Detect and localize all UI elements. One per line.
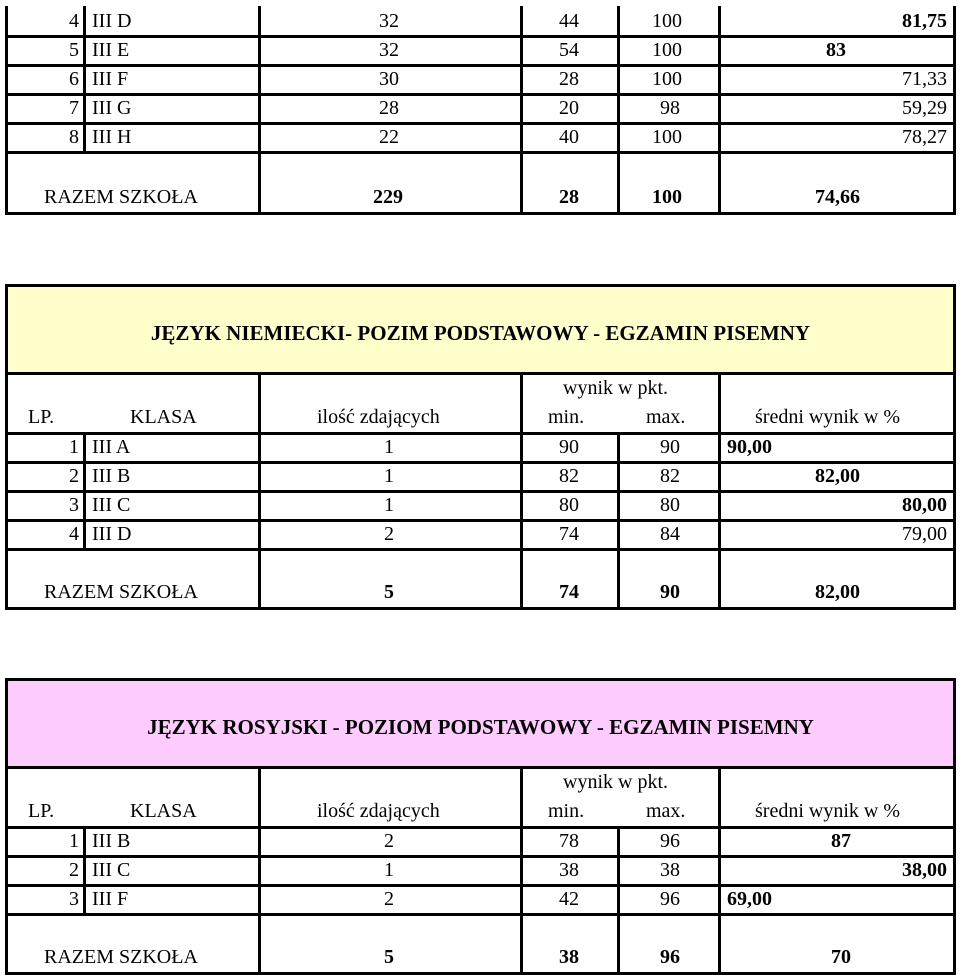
- ilosc-cell: 22: [379, 126, 399, 148]
- klasa-cell: III B: [92, 830, 131, 852]
- sredni-cell: 38,00: [902, 859, 947, 881]
- min-cell: 90: [559, 436, 579, 458]
- table-row: [5, 855, 956, 887]
- table-row: [5, 35, 956, 67]
- max-cell: 100: [652, 39, 682, 61]
- total-min: 74: [559, 581, 579, 603]
- sredni-cell: 90,00: [727, 436, 772, 458]
- klasa-cell: III F: [92, 68, 129, 90]
- max-cell: 98: [660, 97, 680, 119]
- total-min: 28: [559, 186, 579, 208]
- max-cell: 80: [660, 494, 680, 516]
- lp-cell: 6: [69, 68, 79, 90]
- max-cell: 96: [660, 888, 680, 910]
- ilosc-cell: 1: [384, 465, 394, 487]
- total-max: 90: [660, 581, 680, 603]
- table-title-russian: [5, 678, 956, 769]
- sredni-cell: 83: [826, 39, 846, 61]
- sredni-cell: 87: [831, 830, 851, 852]
- min-cell: 28: [559, 68, 579, 90]
- table-row: [5, 432, 956, 464]
- header-max: max.: [646, 800, 686, 822]
- header-lp: LP.: [28, 800, 55, 822]
- total-max: 96: [660, 946, 680, 968]
- lp-cell: 4: [69, 10, 79, 32]
- table-row: [5, 64, 956, 96]
- max-cell: 82: [660, 465, 680, 487]
- header-lp: LP.: [28, 406, 55, 428]
- min-cell: 78: [559, 830, 579, 852]
- klasa-cell: III B: [92, 465, 131, 487]
- min-cell: 54: [559, 39, 579, 61]
- ilosc-cell: 32: [379, 10, 399, 32]
- header-klasa: KLASA: [130, 800, 197, 822]
- lp-cell: 2: [69, 465, 79, 487]
- min-cell: 80: [559, 494, 579, 516]
- lp-cell: 1: [69, 830, 79, 852]
- sredni-cell: 69,00: [727, 888, 772, 910]
- total-label: RAZEM SZKOŁA: [44, 946, 198, 968]
- klasa-cell: III H: [92, 126, 132, 148]
- lp-cell: 7: [69, 97, 79, 119]
- table-row: [5, 122, 956, 154]
- header-wynik: wynik w pkt.: [563, 771, 668, 793]
- table-russian: [5, 678, 956, 972]
- table-german: [5, 284, 956, 607]
- lp-cell: 8: [69, 126, 79, 148]
- table-total-row: [5, 548, 956, 610]
- header-klasa: KLASA: [130, 406, 197, 428]
- ilosc-cell: 28: [379, 97, 399, 119]
- table-header: [5, 766, 956, 829]
- total-ilosc: 5: [384, 946, 394, 968]
- total-max: 100: [652, 186, 682, 208]
- ilosc-cell: 1: [384, 859, 394, 881]
- sredni-cell: 79,00: [902, 523, 947, 545]
- ilosc-cell: 2: [384, 523, 394, 545]
- total-label: RAZEM SZKOŁA: [44, 186, 198, 208]
- ilosc-cell: 1: [384, 436, 394, 458]
- klasa-cell: III C: [92, 494, 131, 516]
- table-total-row: [5, 151, 956, 215]
- total-sredni: 70: [831, 946, 851, 968]
- header-sredni: średni wynik w %: [755, 800, 900, 822]
- klasa-cell: III F: [92, 888, 129, 910]
- lp-cell: 5: [69, 39, 79, 61]
- table-row: [5, 6, 956, 38]
- sredni-cell: 78,27: [902, 126, 947, 148]
- max-cell: 38: [660, 859, 680, 881]
- min-cell: 40: [559, 126, 579, 148]
- min-cell: 38: [559, 859, 579, 881]
- min-cell: 44: [559, 10, 579, 32]
- total-ilosc: 5: [384, 581, 394, 603]
- max-cell: 100: [652, 68, 682, 90]
- ilosc-cell: 1: [384, 494, 394, 516]
- table-title-german: [5, 284, 956, 375]
- lp-cell: 2: [69, 859, 79, 881]
- header-min: min.: [548, 800, 585, 822]
- sredni-cell: 82,00: [815, 465, 860, 487]
- klasa-cell: III A: [92, 436, 131, 458]
- header-ilosc: ilość zdających: [317, 800, 440, 822]
- max-cell: 96: [660, 830, 680, 852]
- ilosc-cell: 32: [379, 39, 399, 61]
- table-title-text: JĘZYK NIEMIECKI- POZIM PODSTAWOWY - EGZAMIN PISEMNY: [150, 321, 811, 345]
- total-min: 38: [559, 946, 579, 968]
- header-min: min.: [548, 406, 585, 428]
- table-row: [5, 826, 956, 858]
- ilosc-cell: 2: [384, 830, 394, 852]
- header-max: max.: [646, 406, 686, 428]
- table-total-row: [5, 913, 956, 975]
- header-sredni: średni wynik w %: [755, 406, 900, 428]
- table-row: [5, 93, 956, 125]
- lp-cell: 3: [69, 494, 79, 516]
- klasa-cell: III G: [92, 97, 132, 119]
- min-cell: 82: [559, 465, 579, 487]
- min-cell: 20: [559, 97, 579, 119]
- table-english-continued: [5, 0, 956, 212]
- sredni-cell: 71,33: [902, 68, 947, 90]
- lp-cell: 3: [69, 888, 79, 910]
- max-cell: 100: [652, 10, 682, 32]
- total-sredni: 74,66: [815, 186, 860, 208]
- table-header: [5, 372, 956, 435]
- table-row: [5, 461, 956, 493]
- sredni-cell: 59,29: [902, 97, 947, 119]
- lp-cell: 1: [69, 436, 79, 458]
- max-cell: 90: [660, 436, 680, 458]
- sredni-cell: 80,00: [902, 494, 947, 516]
- klasa-cell: III D: [92, 523, 132, 545]
- klasa-cell: III E: [92, 39, 130, 61]
- klasa-cell: III D: [92, 10, 132, 32]
- min-cell: 42: [559, 888, 579, 910]
- table-title-text: JĘZYK ROSYJSKI - POZIOM PODSTAWOWY - EGZAMIN PISEMNY: [147, 715, 814, 739]
- table-row: [5, 490, 956, 522]
- ilosc-cell: 2: [384, 888, 394, 910]
- total-sredni: 82,00: [815, 581, 860, 603]
- klasa-cell: III C: [92, 859, 131, 881]
- table-row: [5, 519, 956, 551]
- total-label: RAZEM SZKOŁA: [44, 581, 198, 603]
- header-ilosc: ilość zdających: [317, 406, 440, 428]
- max-cell: 100: [652, 126, 682, 148]
- ilosc-cell: 30: [379, 68, 399, 90]
- min-cell: 74: [559, 523, 579, 545]
- total-ilosc: 229: [373, 186, 403, 208]
- header-wynik: wynik w pkt.: [563, 377, 668, 399]
- max-cell: 84: [660, 523, 680, 545]
- sredni-cell: 81,75: [902, 10, 947, 32]
- lp-cell: 4: [69, 523, 79, 545]
- table-row: [5, 884, 956, 916]
